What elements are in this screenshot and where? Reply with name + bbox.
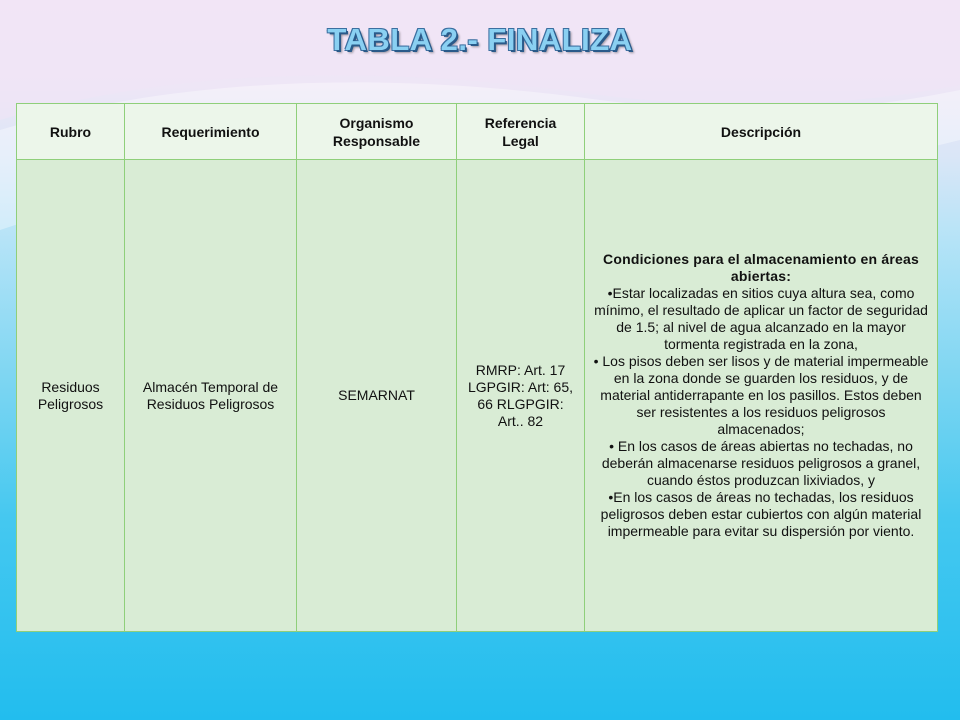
header-referencia [457,104,585,160]
header-organismo [297,104,457,160]
header-descripcion: Descripción [585,104,938,160]
header-organismo-label: Organismo Responsable [332,114,421,149]
page-title: TABLA 2.- FINALIZA [327,22,633,57]
descripcion-item: •Estar localizadas en sitios cuya altura sea, como mínimo, el resultado de aplicar un factor de seguridad de 1.5; al nivel de agua alcanzado en la mayor tormenta registrada en la zona, [594,285,928,352]
descripcion-item: • En los casos de áreas abiertas no techadas, no deberán almacenarse residuos peligrosos a granel, cuando éstos produzcan lixiviados, y [601,438,921,488]
cell-referencia [457,160,585,632]
table-header-row [17,104,938,160]
cell-referencia-text: RMRP: Art. 17 LGPGIR: Art: 65, 66 RLGPGIR: Art.. 82 [467,361,574,429]
cell-requerimiento [125,160,297,632]
descripcion-item: •En los casos de áreas no techadas, los residuos peligrosos deben estar cubiertos con algún material impermeable para evitar su dispersión por viento. [600,489,922,539]
header-referencia-label: Referencia Legal [484,114,557,149]
cell-descripcion [585,160,938,632]
descripcion-item: • Los pisos deben ser lisos y de material impermeable en la zona donde se guarden los residuos, y de material antiderrapante en los pasillos. Estos deben ser resistentes a los residuos peligrosos almacenados; [593,353,929,437]
cell-organismo: SEMARNAT [297,160,457,632]
descripcion-heading: Condiciones para el almacenamiento en áreas abiertas: [603,251,919,284]
cell-rubro [17,160,125,632]
cell-rubro-text: Residuos Peligrosos [37,378,104,412]
header-rubro: Rubro [17,104,125,160]
requirements-table [16,103,938,632]
header-requerimiento: Requerimiento [125,104,297,160]
cell-requerimiento-text: Almacén Temporal de Residuos Peligrosos [142,378,279,412]
table-row [17,160,938,632]
